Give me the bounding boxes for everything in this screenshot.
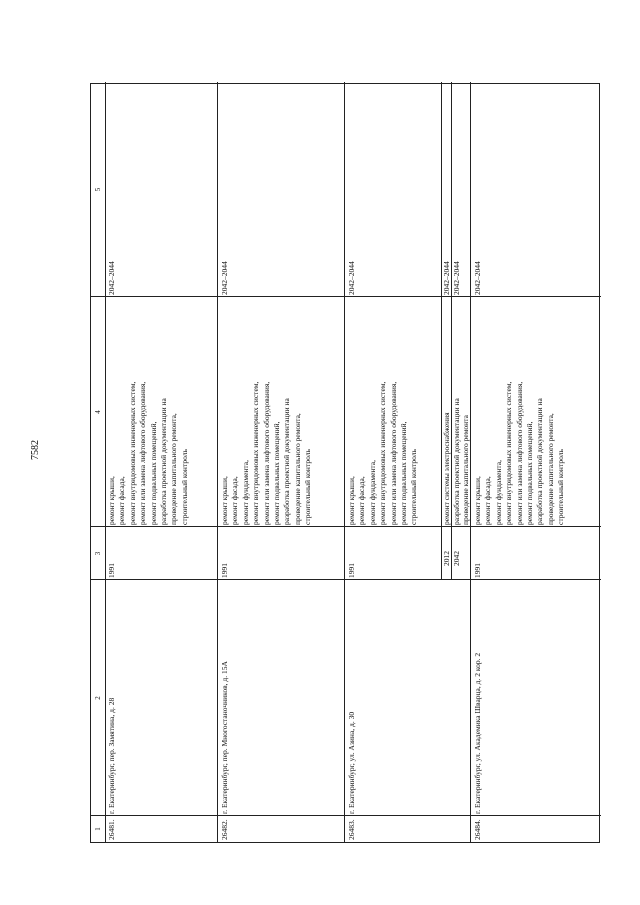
table-row	[218, 82, 345, 842]
work-item: ремонт подвальных помещений,	[272, 421, 282, 525]
header-col-4: 4	[94, 410, 102, 414]
sub-work: проведение капитального ремонта	[461, 415, 470, 525]
sub-year: 2012	[442, 551, 451, 566]
work-item: ремонт или замена лифтового оборудования,	[261, 381, 271, 525]
header-col-1: 1	[94, 827, 102, 831]
work-item: ремонт крыши,	[220, 476, 229, 525]
work-item: ремонт или замена лифтового оборудования,	[514, 381, 524, 525]
works-list	[107, 382, 190, 525]
sub-work: ремонт системы электроснабжения	[442, 412, 451, 525]
work-item: ремонт подвальных помещений,	[399, 421, 409, 525]
work-item: ремонт подвальных помещений,	[148, 421, 158, 525]
work-item: ремонт внутридомовых инженерных систем,	[504, 381, 514, 525]
work-item: разработка проектной документации на	[282, 398, 292, 525]
work-item: ремонт подвальных помещений,	[525, 421, 535, 525]
row-number: 26482.	[220, 819, 229, 840]
work-item: ремонт внутридомовых инженерных систем,	[378, 381, 388, 525]
work-item: ремонт фундамента,	[367, 460, 377, 525]
work-item: разработка проектной документации на	[159, 398, 169, 525]
works-list	[473, 382, 567, 525]
work-item: ремонт или замена лифтового оборудования,	[138, 381, 148, 525]
table-row	[105, 82, 218, 842]
work-item: ремонт внутридомовых инженерных систем,	[251, 381, 261, 525]
sub-work: разработка проектной документации на	[452, 398, 461, 525]
work-item: ремонт фундамента,	[493, 460, 503, 525]
table-row	[345, 82, 471, 842]
row-number: 26483.	[347, 819, 356, 840]
year: 1991	[220, 563, 229, 578]
work-item: ремонт фасада,	[230, 476, 240, 525]
repair-schedule-table	[90, 83, 600, 843]
period: 2042–2044	[107, 261, 116, 295]
work-item: проведение капитального ремонта,	[545, 413, 555, 525]
work-item: строительный контроль	[179, 449, 189, 525]
works-list	[220, 382, 314, 525]
work-item: проведение капитального ремонта,	[292, 413, 302, 525]
address: г. Екатеринбург, ул. Академика Шварца, д. 2 кор. 2	[473, 652, 482, 814]
period: 2042–2044	[473, 261, 482, 295]
year: 1991	[473, 563, 482, 578]
work-item: проведение капитального ремонта,	[169, 413, 179, 525]
work-item: строительный контроль	[409, 449, 419, 525]
work-item: строительный контроль	[303, 449, 313, 525]
header-col-5: 5	[94, 187, 102, 192]
work-item: разработка проектной документации на	[535, 398, 545, 525]
page-number: 7582	[30, 440, 41, 460]
work-item: ремонт крыши,	[347, 476, 356, 525]
work-item: ремонт фасада,	[117, 476, 127, 525]
header-col-2: 2	[94, 696, 102, 700]
row-number: 26481.	[107, 819, 116, 840]
sub-period: 2042–2044	[452, 261, 461, 295]
address: г. Екатеринбург, пер. Многостаночников, д. 15А	[220, 661, 229, 814]
table-header	[91, 82, 106, 842]
works-list	[347, 382, 420, 525]
work-item: ремонт фасада,	[357, 476, 367, 525]
work-item: ремонт крыши,	[473, 476, 482, 525]
work-item: ремонт фундамента,	[240, 460, 250, 525]
work-item: ремонт крыши,	[107, 476, 116, 525]
sub-period: 2042–2044	[442, 261, 451, 295]
address: г. Екатеринбург, ул. Азина, д. 30	[347, 711, 356, 814]
work-item: ремонт или замена лифтового оборудования,	[388, 381, 398, 525]
year: 1991	[347, 563, 356, 578]
period: 2042–2044	[347, 261, 356, 295]
table-row	[471, 82, 601, 842]
header-col-3: 3	[94, 551, 102, 556]
row-number: 26484.	[473, 819, 482, 840]
period: 2042–2044	[220, 261, 229, 295]
address: г. Екатеринбург, пер. Замятина, д. 28	[107, 697, 116, 814]
work-item: ремонт внутридомовых инженерных систем,	[127, 381, 137, 525]
work-item: ремонт фасада,	[483, 476, 493, 525]
sub-year: 2042	[452, 551, 461, 566]
work-item: строительный контроль	[556, 449, 566, 525]
year: 1991	[107, 563, 116, 578]
